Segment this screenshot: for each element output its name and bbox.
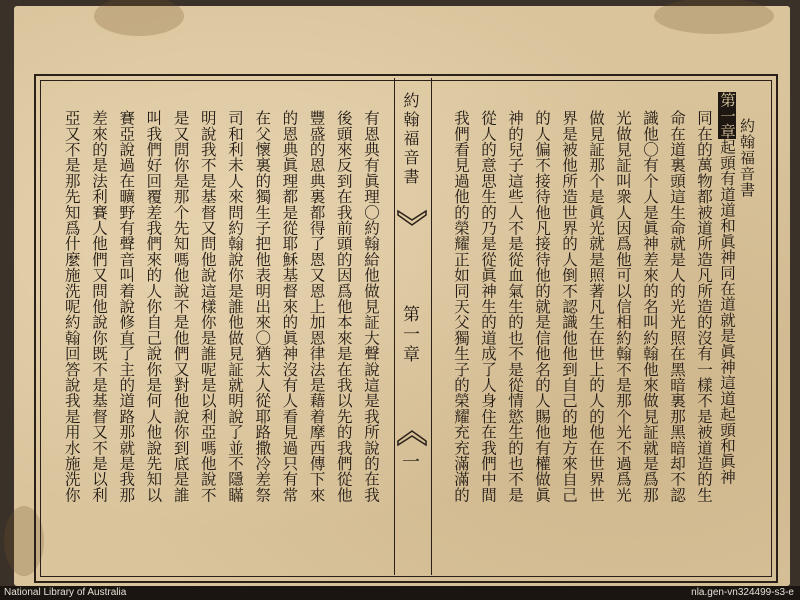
text-column-right-10: 我們看見過他的榮耀正如同天父獨生子的榮耀充充滿滿的 (452, 110, 470, 503)
text-column-right-5: 做見証那个是眞光就是照著凡生在世上的人的他在世界世 (587, 110, 605, 503)
text-column-right-7: 的人偏不接待他凡接待他的就是信他名的人賜他有權做眞 (533, 110, 551, 503)
text-column-left-8: 是又問你是那个先知嗎他說不是他們又對他說你到底是誰 (171, 110, 190, 503)
chapter-mark: 第一章 (718, 92, 736, 140)
text-column-right-3: 識他〇有个人是眞神差來的名叫約翰他來做見証就是爲那 (641, 110, 659, 503)
text-column-left-4: 的恩典眞理都是從耶穌基督來的眞神沒有人看見過只有常 (280, 110, 299, 503)
center-book-title: 約翰福音書 (401, 92, 420, 187)
center-chapter-label: 第一章 (399, 305, 419, 365)
text-column-left-6: 司和利未人來問約翰說你是誰他做見証就明說了並不隱瞞 (226, 110, 244, 503)
text-column-left-2: 後頭來反到在我前頭的因爲他本來是在我以先的我們從他 (334, 110, 353, 503)
text-column-left-11: 差來的是法利賽人他們又問他說你既不是基督又不是以利 (90, 110, 108, 503)
text-column-right-9: 從人的意思生的乃是從眞神生的道成了人身住在我們中間 (479, 110, 497, 503)
footer-bar (0, 586, 800, 600)
text-column-right-8: 神的兒子這些人不是從血氣生的也不是從情慾生的也不是 (506, 110, 524, 503)
center-page-number: 一 (399, 452, 420, 470)
text-column-left-9: 叫我們好回覆差我們來的人你自己說你是何人他說先知以 (144, 110, 163, 503)
fishtail-mark-top (397, 210, 427, 226)
paper-stain (654, 0, 774, 34)
fishtail-mark-bottom (397, 430, 427, 446)
text-column-left-12: 亞又不是那先知爲什麼施洗呢約翰回答說我是用水施洗你 (62, 110, 81, 503)
footer-library-name: National Library of Australia (4, 587, 127, 598)
text-column-right-2: 命在道裏頭這生命就是人的光光照在黑暗裏那黑暗却不認 (668, 110, 686, 503)
text-column-left-7: 明說我不是基督又問他說這樣你是誰呢是以利亞嗎他說不 (198, 110, 217, 503)
text-column-left-1: 有恩典有眞理〇約翰給他做見証大聲說這是我所說的在我 (362, 110, 380, 503)
footer-identifier: nla.gen-vn324499-s3-e (691, 587, 794, 598)
text-column-right-6: 界是被他所造世界的人倒不認識他他到自己的地方來自己 (560, 110, 578, 503)
text-column-right-4: 光做見証叫衆人因爲他可以信相約翰不是那个光不過爲光 (614, 110, 632, 503)
text-column-right-1 (718, 92, 736, 572)
text-column-left-10: 賽亞說過在曠野有聲音叫着說修直了主的道路那就是我那 (117, 110, 136, 503)
text-column-left-5: 在父懷裏的獨生子把他表明出來〇猶太人從耶路撒冷差祭 (253, 110, 272, 503)
text-column-right-1: 同在的萬物都被道所造凡所造的沒有一樣不是被道造的生 (695, 110, 713, 503)
paper-stain (94, 0, 184, 36)
text-column-content: 起頭有道道和眞神同在道就是眞神這道起頭和眞神 (718, 139, 736, 485)
book-title-header: 約翰福音書 (738, 118, 756, 198)
text-column-left-3: 豐盛的恩典裏都得了恩又恩上加恩律法是藉着摩西傳下來 (307, 110, 326, 503)
